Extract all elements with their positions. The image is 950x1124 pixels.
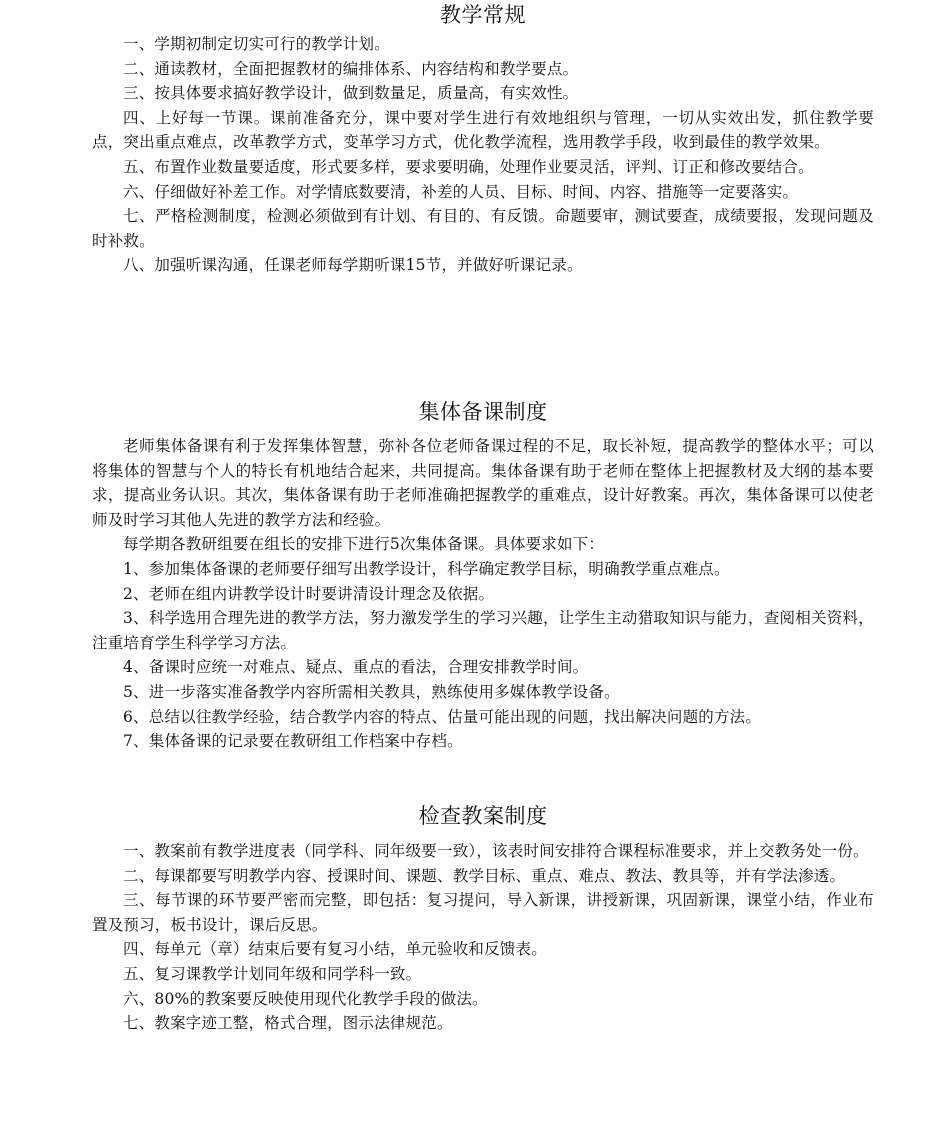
paragraph: 1、参加集体备课的老师要仔细写出教学设计，科学确定教学目标，明确教学重点难点。: [123, 559, 730, 578]
section-collective-lesson-prep: [92, 398, 874, 754]
paragraph: 五、复习课教学计划同年级和同学科一致。: [123, 964, 422, 983]
paragraph: 三、每节课的环节要严密而完整，即包括：复习提问，导入新课，讲授新课，巩固新课，课堂小结，作业布置及预习，板书设计，课后反思。: [92, 891, 874, 934]
paragraph: 二、每课都要写明教学内容、授课时间、课题、教学目标、重点、难点、教法、教具等，并有学法渗透。: [123, 866, 846, 885]
section-teaching-routine: [92, 1, 874, 278]
paragraph: 5、进一步落实准备教学内容所需相关教具，熟练使用多媒体教学设备。: [123, 682, 620, 701]
paragraph: 七、严格检测制度，检测必须做到有计划、有目的、有反馈。命题要审，测试要查，成绩要报，发现问题及时补救。: [92, 207, 874, 250]
paragraph: 3、科学选用合理先进的教学方法，努力激发学生的学习兴趣，让学生主动猎取知识与能力，查阅相关资料，注重培育学生科学学习方法。: [92, 609, 874, 652]
section-title: 教学常规: [440, 3, 526, 27]
paragraph: 7、集体备课的记录要在教研组工作档案中存档。: [123, 732, 463, 751]
paragraph: 三、按具体要求搞好教学设计，做到数量足，质量高，有实效性。: [123, 84, 579, 103]
paragraph: 六、80%的教案要反映使用现代化教学手段的做法。: [123, 989, 488, 1008]
paragraph: 五、布置作业数量要适度，形式要多样，要求要明确，处理作业要灵活，评判、订正和修改要结合。: [123, 157, 814, 176]
section-title: 检查教案制度: [418, 804, 548, 828]
paragraph: 4、备课时应统一对难点、疑点、重点的看法，合理安排教学时间。: [123, 658, 589, 677]
paragraph: 一、教案前有教学进度表（同学科、同年级要一致），该表时间安排符合课程标准要求，并上交教务处一份。: [123, 842, 869, 860]
section-lesson-plan-check: [92, 802, 874, 1036]
paragraph: 每学期各教研组要在组长的安排下进行5次集体备课。具体要求如下：: [123, 535, 605, 554]
paragraph: 一、学期初制定切实可行的教学计划。: [123, 35, 390, 53]
paragraph: 2、老师在组内讲教学设计时要讲清设计理念及依据。: [123, 584, 495, 603]
paragraph: 六、仔细做好补差工作。对学情底数要清，补差的人员、目标、时间、内容、措施等一定要落实。: [123, 182, 799, 201]
paragraph: 老师集体备课有利于发挥集体智慧，弥补各位老师备课过程的不足，取长补短，提高教学的整体水平；可以将集体的智慧与个人的特长有机地结合起来，共同提高。集体备课有助于老师在整体上把握教材及大纲的基本要求，提高业务认识。其次，集体备课有助于老师准确把握教学的重难点，设计好教案。再次，集体备课可以使老师及时学习其他人先进的教学方法和经验。: [92, 437, 874, 529]
paragraph: 二、通读教材，全面把握教材的编排体系、内容结构和教学要点。: [123, 59, 579, 78]
section-title: 集体备课制度: [418, 400, 548, 424]
paragraph: 四、上好每一节课。课前准备充分，课中要对学生进行有效地组织与管理，一切从实效出发，抓住教学要点，突出重点难点，改革教学方式，变革学习方式，优化教学流程，选用教学手段，收到最佳的教学效果。: [92, 108, 874, 152]
paragraph: 6、总结以往教学经验，结合教学内容的特点、估量可能出现的问题，找出解决问题的方法。: [123, 707, 762, 726]
paragraph: 七、教案字迹工整，格式合理，图示法律规范。: [123, 1014, 453, 1033]
paragraph: 四、每单元（章）结束后要有复习小结，单元验收和反馈表。: [123, 940, 547, 959]
paragraph: 八、加强听课沟通，任课老师每学期听课15节，并做好听课记录。: [123, 256, 583, 275]
